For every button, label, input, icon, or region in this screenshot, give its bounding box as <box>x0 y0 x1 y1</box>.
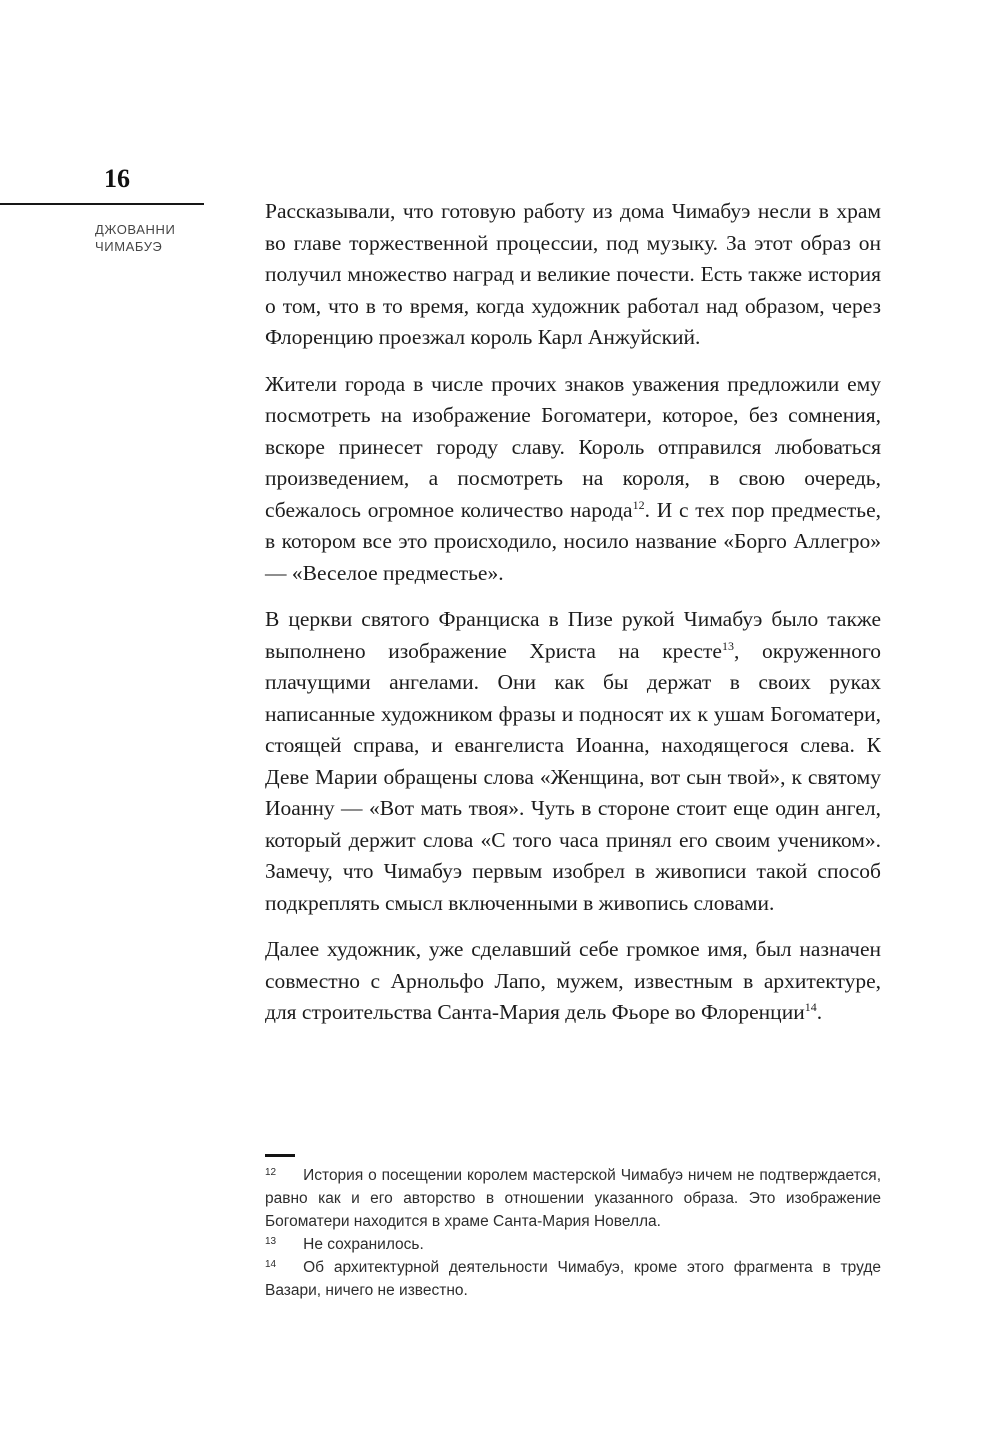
footnotes <box>265 1164 881 1302</box>
running-title <box>95 221 175 255</box>
footnote-text: Об архитектурной деятельности Чимабуэ, кроме этого фрагмента в труде Вазари, ничего не известно. <box>265 1259 881 1299</box>
paragraph <box>265 196 881 354</box>
paragraph-text: , окруженного плачущими ангелами. Они как бы держат в своих руках написанные художником фразы и подносят их к ушам Богоматери, стоящей справа, и евангелиста Иоанна, находящегося слева. К Деве Марии обращены слова «Женщина, вот сын твой», к святому Иоанну — «Вот мать твоя». Чуть в стороне стоит еще один ангел, который держит слова «С того часа принял его своим учеником». Замечу, что Чимабуэ первым изобрел в живописи такой способ подкреплять смысл включенными в живопись словами. <box>265 638 881 915</box>
footnote-number: 12 <box>265 1167 277 1178</box>
footnote-number: 14 <box>265 1259 277 1270</box>
running-title-line2: ЧИМАБУЭ <box>95 239 163 254</box>
footnote-reference: 13 <box>721 638 734 653</box>
running-title-line1: ДЖОВАННИ <box>95 222 176 237</box>
paragraph-text: В церкви святого Франциска в Пизе рукой Чимабуэ было также выполнено изображение Христа на кресте <box>265 607 881 663</box>
footnote-text: Не сохранилось. <box>303 1236 424 1253</box>
paragraph-text: Жители города в числе прочих знаков уважения предложили ему посмотреть на изображение Богоматери, которое, без сомнения, вскоре принесет городу славу. Король отправился любоваться произведением, а посмотреть на короля, в свою очередь, сбежалось огромное количество народа <box>265 371 881 522</box>
main-text <box>265 196 881 1044</box>
footnote-number: 13 <box>265 1236 277 1247</box>
paragraph-text: Рассказывали, что готовую работу из дома Чимабуэ несли в храм во главе торжественной процессии, под музыку. За этот образ он получил множество наград и великие почести. Есть также история о том, что в то время, когда художник работал над образом, через Флоренцию проезжал король Карл Анжуйский. <box>265 199 881 349</box>
header-rule <box>0 203 204 205</box>
footnote <box>265 1256 881 1302</box>
footnote-text: История о посещении королем мастерской Чимабуэ ничем не подтверждается, равно как и его авторство в отношении указанного образа. Это изображение Богоматери находится в храме Санта-Мария Новелла. <box>265 1167 881 1230</box>
footnote <box>265 1233 881 1256</box>
footnote-reference: 12 <box>632 497 645 512</box>
paragraph <box>265 369 881 590</box>
footnote-reference: 14 <box>804 1000 817 1014</box>
paragraph-text: . И с тех пор предместье, в котором все это происходило, носило название «Борго Аллегро» — «Веселое предместье». <box>265 497 882 585</box>
footnote-separator-rule <box>265 1154 295 1157</box>
paragraph-text: Далее художник, уже сделавший себе громкое имя, был назначен совместно с Арнольфо Лапо, мужем, известным в архитектуре, для строительства Санта-Мария дель Фьоре во Флоренции <box>265 937 881 1024</box>
paragraph <box>265 604 881 919</box>
paragraph <box>265 934 881 1029</box>
page-number: 16 <box>104 164 130 193</box>
footnote <box>265 1164 881 1233</box>
paragraph-text: . <box>816 1000 823 1024</box>
